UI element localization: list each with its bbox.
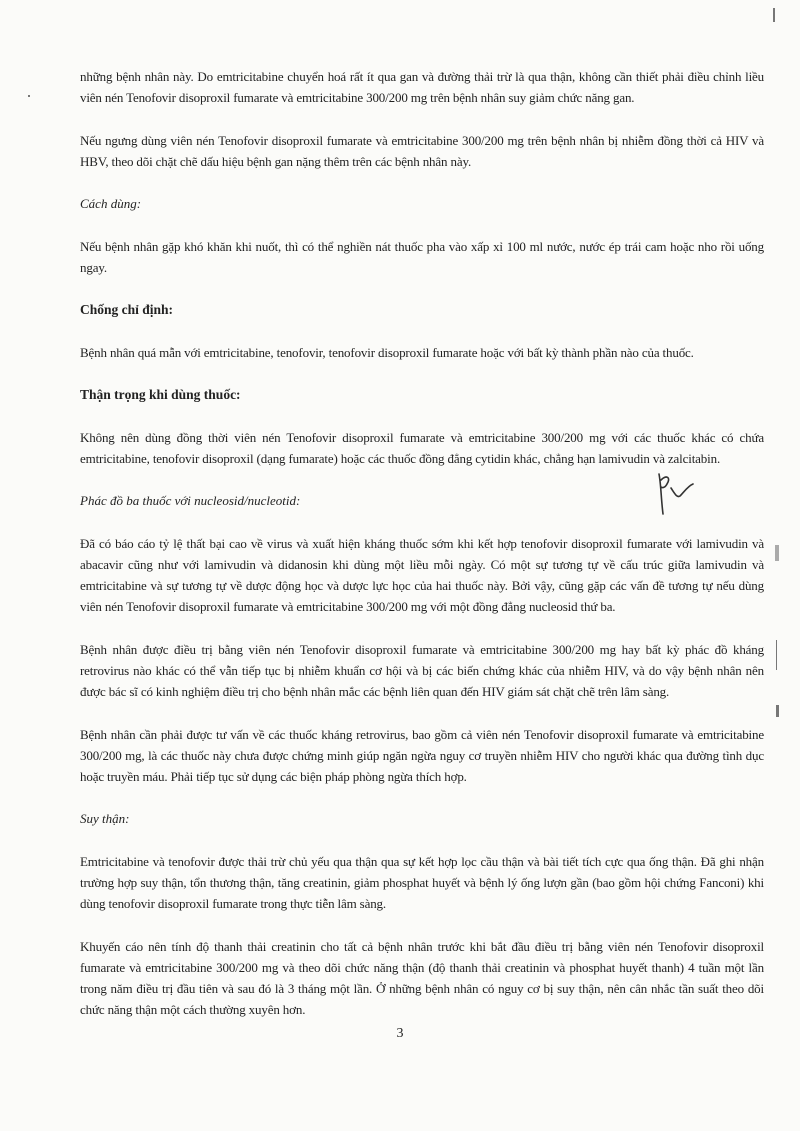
handwritten-initials bbox=[653, 470, 703, 518]
scan-artifact bbox=[776, 705, 779, 717]
paragraph: Nếu bệnh nhân gặp khó khăn khi nuốt, thì có thể nghiền nát thuốc pha vào xấp xỉ 100 ml nước, nước ép trái cam hoặc nho rồi uống ngay. bbox=[80, 239, 764, 275]
paragraph: Đã có báo cáo tỷ lệ thất bại cao về virus và xuất hiện kháng thuốc sớm khi kết hợp tenofovir disoproxil fumarate với lamivudin và abacavir cũng như với lamivudin và didanosin khi dùng một liều mỗi ngày. Có một sự tương tự về cấu trúc giữa lamivudin và emtricitabine và sự tương tự về dược động học và dược lực học của hai thuốc này. Bởi vậy, cũng gặp các vấn đề tương tự nếu dùng viên nén Tenofovir disoproxil fumarate và emtricitabine 300/200 mg với một đồng đẳng nucleosid thứ ba. bbox=[80, 536, 764, 614]
scan-artifact bbox=[775, 545, 779, 561]
subsection-heading: Cách dùng: bbox=[80, 196, 142, 211]
paragraph: Nếu ngưng dùng viên nén Tenofovir disoproxil fumarate và emtricitabine 300/200 mg trên bệnh nhân bị nhiễm đồng thời cả HIV và HBV, theo dõi chặt chẽ dấu hiệu bệnh gan nặng thêm trên các bệnh nhân này. bbox=[80, 133, 764, 169]
section-heading: Chống chỉ định: bbox=[80, 302, 174, 317]
subsection-heading: Suy thận: bbox=[80, 811, 130, 826]
paragraph: Khuyến cáo nên tính độ thanh thải creatinin cho tất cả bệnh nhân trước khi bắt đầu điều trị bằng viên nén Tenofovir disoproxil fumarate và emtricitabine 300/200 mg và theo dõi chức năng thận (độ thanh thải creatinin và phosphat huyết thanh) 4 tuần một lần trong năm điều trị đầu tiên và sau đó là 3 tháng một lần. Ở những bệnh nhân có nguy cơ bị suy thận, nên cân nhắc tần suất theo dõi chức năng thận một cách thường xuyên hơn. bbox=[80, 939, 764, 1017]
section-heading: Thận trọng khi dùng thuốc: bbox=[80, 387, 241, 402]
scan-artifact bbox=[773, 8, 775, 22]
subsection-heading: Phác đồ ba thuốc với nucleosid/nucleotid: bbox=[80, 493, 301, 508]
paragraph: Bệnh nhân quá mẫn với emtricitabine, tenofovir, tenofovir disoproxil fumarate hoặc với bất kỳ thành phần nào của thuốc. bbox=[80, 345, 694, 360]
paragraph: Bệnh nhân cần phải được tư vấn về các thuốc kháng retrovirus, bao gồm cả viên nén Tenofovir disoproxil fumarate và emtricitabine 300/200 mg, là các thuốc này chưa được chứng minh giúp ngăn ngừa nguy cơ truyền nhiễm HIV cho người khác qua đường tình dục hoặc truyền máu. Phải tiếp tục sử dụng các biện pháp phòng ngừa thích hợp. bbox=[80, 727, 764, 784]
page-number: 3 bbox=[396, 1026, 404, 1041]
scan-artifact bbox=[776, 640, 777, 670]
paragraph: Không nên dùng đồng thời viên nén Tenofovir disoproxil fumarate và emtricitabine 300/200 mg với các thuốc khác có chứa emtricitabine, tenofovir disoproxil (dạng fumarate) hoặc các thuốc đồng đẳng cytidin khác, chẳng hạn lamivudin và zalcitabin. bbox=[80, 430, 764, 466]
paragraph: những bệnh nhân này. Do emtricitabine chuyển hoá rất ít qua gan và đường thải trừ là qua thận, không cần thiết phải điều chỉnh liều viên nén Tenofovir disoproxil fumarate và emtricitabine 300/200 mg trên bệnh nhân suy giảm chức năng gan. bbox=[80, 69, 764, 105]
paragraph: Emtricitabine và tenofovir được thải trừ chủ yếu qua thận qua sự kết hợp lọc cầu thận và bài tiết tích cực qua ống thận. Đã ghi nhận trường hợp suy thận, tổn thương thận, tăng creatinin, giảm phosphat huyết và bệnh lý ống lượn gần (bao gồm hội chứng Fanconi) khi dùng tenofovir disoproxil fumarate trong thực tiễn lâm sàng. bbox=[80, 854, 764, 911]
paragraph: Bệnh nhân được điều trị bằng viên nén Tenofovir disoproxil fumarate và emtricitabine 300/200 mg hay bất kỳ phác đồ kháng retrovirus nào khác có thể vẫn tiếp tục bị nhiễm khuẩn cơ hội và bị các biến chứng khác của nhiễm HIV, và do vậy bệnh nhân nên được bác sĩ có kinh nghiệm điều trị cho bệnh nhân mắc các bệnh liên quan đến HIV giám sát chặt chẽ trên lâm sàng. bbox=[80, 642, 764, 699]
document-body bbox=[80, 66, 764, 1042]
scan-artifact bbox=[28, 95, 30, 97]
